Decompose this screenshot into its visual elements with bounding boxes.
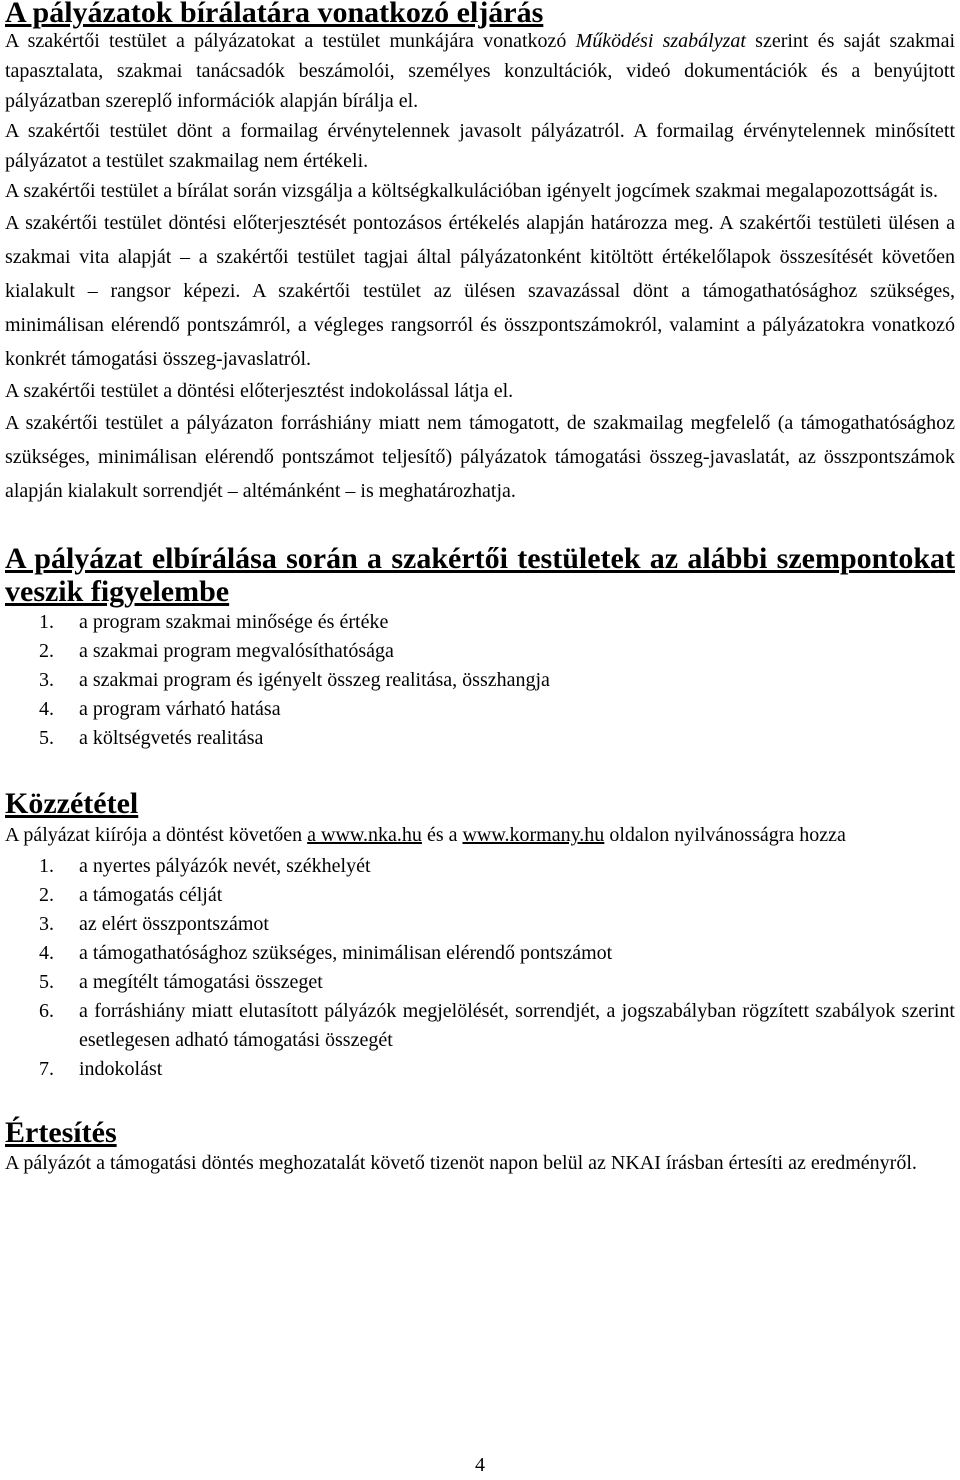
list-item xyxy=(5,608,955,637)
list-text: a támogatás célját xyxy=(79,884,223,906)
list-number: 3. xyxy=(39,669,54,691)
list-number: 7. xyxy=(39,1058,54,1080)
section-title-publication: Közzététel xyxy=(5,787,139,820)
list-text: a támogathatósághoz szükséges, minimálisan elérendő pontszámot xyxy=(79,942,613,964)
list-number: 1. xyxy=(39,855,54,877)
list-text: a forráshiány miatt elutasított pályázók megjelölését, sorrendjét, a jogszabályban rögzített szabályok szerint esetlegesen adható támogatási összegét xyxy=(79,1000,955,1051)
section-title-notification: Értesítés xyxy=(5,1116,117,1149)
paragraph-justification: A szakértői testület a döntési előterjesztést indokolással látja el. xyxy=(5,380,514,402)
italic-regulation-name: Működési szabályzat xyxy=(575,30,746,52)
paragraph-notification: A pályázót a támogatási döntés meghozatalát követő tizenöt napon belül az NKAI írásban értesíti az eredményről. xyxy=(5,1152,917,1174)
list-item xyxy=(5,939,955,968)
list-text: az elért összpontszámot xyxy=(79,913,269,935)
list-number: 6. xyxy=(39,1000,54,1022)
paragraph-evaluation-basis xyxy=(5,26,955,116)
list-text: a költségvetés realitása xyxy=(79,727,264,749)
paragraph-text: és a xyxy=(421,824,463,846)
list-item xyxy=(5,695,955,724)
paragraph-text: A pályázat kiírója a döntést követően xyxy=(5,824,308,846)
list-item xyxy=(5,852,955,881)
list-item xyxy=(5,910,955,939)
list-item xyxy=(5,724,955,753)
section-title-evaluation: A pályázatok bírálatára vonatkozó eljárás xyxy=(5,0,544,29)
list-text: a megítélt támogatási összeget xyxy=(79,971,323,993)
paragraph-publication xyxy=(5,819,955,852)
paragraph-invalid-applications: A szakértői testület dönt a formailag érvénytelennek javasolt pályázatról. A formailag érvénytelennek minősített pályázatot a testület szakmailag nem értékeli. xyxy=(5,120,955,172)
paragraph-text: A szakértői testület a pályázatokat a testület munkájára vonatkozó xyxy=(5,30,576,52)
link-nka[interactable]: a www.nka.hu xyxy=(307,824,422,846)
list-text: a szakmai program és igényelt összeg realitása, összhangja xyxy=(79,669,550,691)
list-number: 5. xyxy=(39,727,54,749)
list-item xyxy=(5,968,955,997)
block-shortfall xyxy=(5,406,955,508)
list-text: a program várható hatása xyxy=(79,698,281,720)
criteria-list xyxy=(5,608,955,753)
list-text: a nyertes pályázók nevét, székhelyét xyxy=(79,855,371,877)
paragraph-scoring: A szakértői testület döntési előterjesztését pontozásos értékelés alapján határozza meg. A szakértői testületi ülésen a szakmai vita alapját – a szakértői testület tagjai által pályázatonként kitöltött értékelőlapok összesítését követően kialakult – rangsor képezi. A szakértői testület az ülésen szavazással dönt a támogathatósághoz szükséges, minimálisan elérendő pontszámról, a végleges rangsorról és összpontszámokról, valamint a pályázatokra vonatkozó konkrét támogatási összeg-javaslatról. xyxy=(5,212,955,370)
paragraph-cost-review: A szakértői testület a bírálat során vizsgálja a költségkalkulációban igényelt jogcímek szakmai megalapozottságát is. xyxy=(5,180,939,202)
list-number: 4. xyxy=(39,698,54,720)
publication-list xyxy=(5,852,955,1084)
block-decision xyxy=(5,206,955,376)
page-number: 4 xyxy=(475,1454,485,1476)
section-title-criteria: A pályázat elbírálása során a szakértői testületek az alábbi szempontokat veszik figyelembe xyxy=(5,542,955,608)
list-item xyxy=(5,1055,955,1084)
list-item xyxy=(5,997,955,1055)
list-text: a szakmai program megvalósíthatósága xyxy=(79,640,394,662)
list-number: 2. xyxy=(39,884,54,906)
list-item xyxy=(5,637,955,666)
paragraph-shortfall: A szakértői testület a pályázaton forráshiány miatt nem támogatott, de szakmailag megfelelő (a támogathatósághoz szükséges, minimálisan elérendő pontszámot teljesítő) pályázatok támogatási összeg-javaslatát, az összpontszámok alapján kialakult sorrendjét – altémánként – is meghatározhatja. xyxy=(5,412,955,502)
list-number: 1. xyxy=(39,611,54,633)
list-number: 5. xyxy=(39,971,54,993)
paragraph-text: szerint és saját szakmai tapasztalata, szakmai tanácsadók beszámolói, személyes konzultációk, videó dokumentációk és a benyújtott pályázatban szereplő információk alapján bírálja el. xyxy=(5,30,956,112)
list-number: 4. xyxy=(39,942,54,964)
list-text: a program szakmai minősége és értéke xyxy=(79,611,389,633)
list-text: indokolást xyxy=(79,1058,163,1080)
list-item xyxy=(5,881,955,910)
list-number: 3. xyxy=(39,913,54,935)
list-item xyxy=(5,666,955,695)
paragraph-text: oldalon nyilvánosságra hozza xyxy=(604,824,846,846)
list-number: 2. xyxy=(39,640,54,662)
link-kormany[interactable]: www.kormany.hu xyxy=(462,824,605,846)
